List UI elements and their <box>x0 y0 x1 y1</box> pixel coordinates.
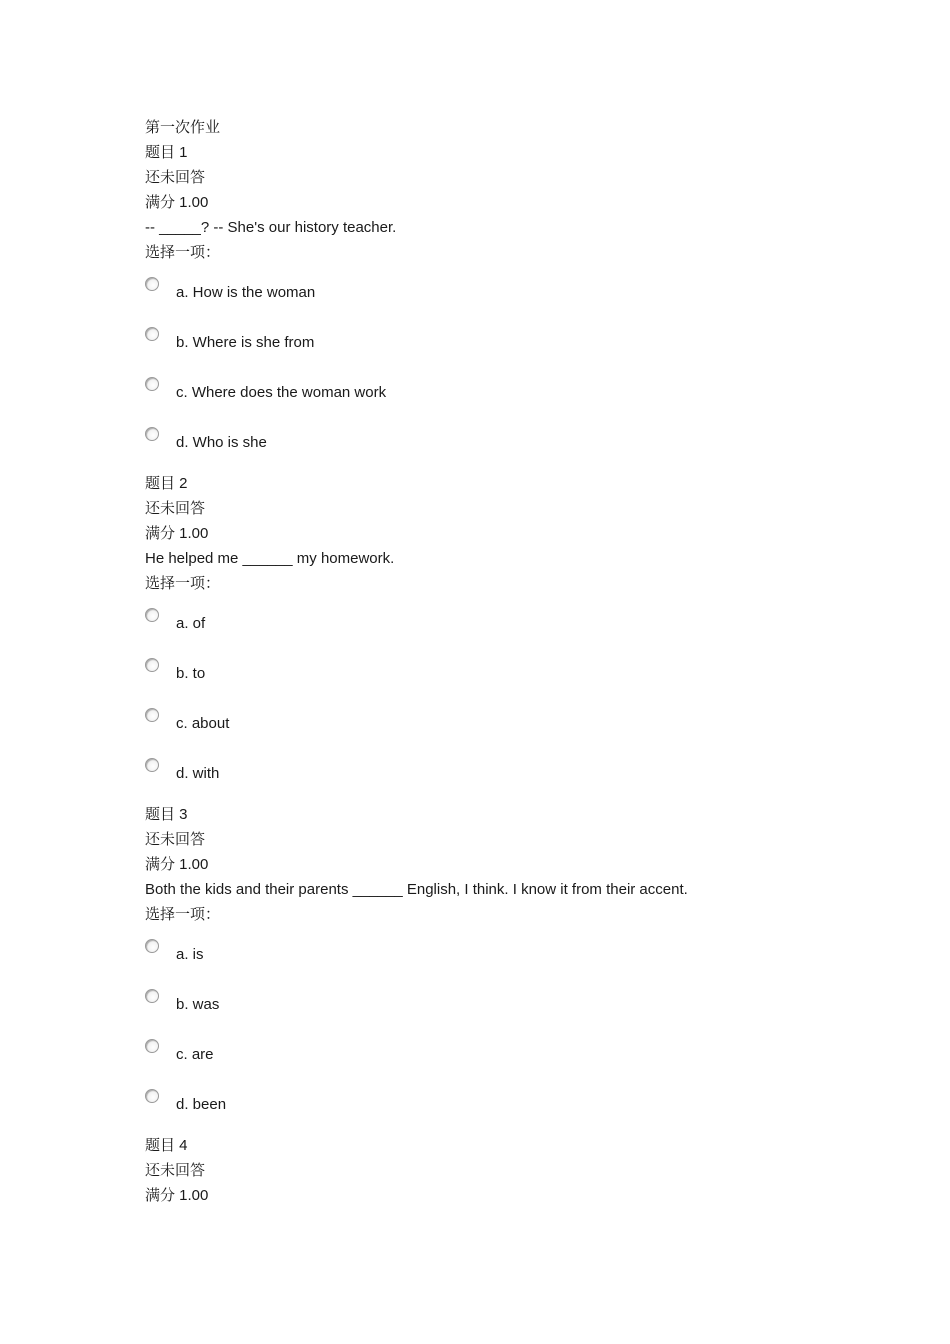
option-d[interactable] <box>145 419 865 469</box>
option-d[interactable] <box>145 750 865 800</box>
option-a[interactable] <box>145 269 865 319</box>
question-score: 满分 1.00 <box>145 856 209 873</box>
question-status: 还未回答 <box>145 500 206 517</box>
option-label[interactable]: c. are <box>176 1046 214 1063</box>
question-3 <box>145 802 865 1131</box>
page-title: 第一次作业 <box>145 119 221 136</box>
question-prompt: 选择一项： <box>145 575 221 592</box>
option-list <box>145 269 865 469</box>
question-status: 还未回答 <box>145 1162 206 1179</box>
radio-button[interactable] <box>145 377 159 391</box>
question-4 <box>145 1133 865 1208</box>
option-label[interactable]: b. Where is she from <box>176 334 315 351</box>
question-text: Both the kids and their parents ______ English, I think. I know it from their accent. <box>145 881 688 898</box>
option-list <box>145 931 865 1131</box>
question-prompt: 选择一项： <box>145 244 221 261</box>
question-1 <box>145 140 865 469</box>
question-text: -- _____? -- She's our history teacher. <box>145 219 397 236</box>
option-label[interactable]: d. with <box>176 765 220 782</box>
question-number: 题目 3 <box>145 806 188 823</box>
option-label[interactable]: a. is <box>176 946 204 963</box>
radio-button[interactable] <box>145 427 159 441</box>
question-score: 满分 1.00 <box>145 525 209 542</box>
option-c[interactable] <box>145 700 865 750</box>
radio-button[interactable] <box>145 608 159 622</box>
question-prompt: 选择一项： <box>145 906 221 923</box>
question-number: 题目 2 <box>145 475 188 492</box>
option-label[interactable]: a. of <box>176 615 206 632</box>
question-text: He helped me ______ my homework. <box>145 550 395 567</box>
question-score: 满分 1.00 <box>145 1187 209 1204</box>
radio-button[interactable] <box>145 277 159 291</box>
radio-button[interactable] <box>145 989 159 1003</box>
option-label[interactable]: d. Who is she <box>176 434 267 451</box>
option-b[interactable] <box>145 650 865 700</box>
radio-button[interactable] <box>145 758 159 772</box>
option-list <box>145 600 865 800</box>
question-2 <box>145 471 865 800</box>
radio-button[interactable] <box>145 658 159 672</box>
option-label[interactable]: d. been <box>176 1096 227 1113</box>
radio-button[interactable] <box>145 327 159 341</box>
option-label[interactable]: b. was <box>176 996 220 1013</box>
radio-button[interactable] <box>145 1039 159 1053</box>
question-status: 还未回答 <box>145 831 206 848</box>
question-number: 题目 4 <box>145 1137 188 1154</box>
option-c[interactable] <box>145 369 865 419</box>
option-a[interactable] <box>145 600 865 650</box>
assignment-page <box>145 115 865 1208</box>
option-c[interactable] <box>145 1031 865 1081</box>
option-a[interactable] <box>145 931 865 981</box>
question-score: 满分 1.00 <box>145 194 209 211</box>
option-label[interactable]: b. to <box>176 665 206 682</box>
option-b[interactable] <box>145 319 865 369</box>
option-d[interactable] <box>145 1081 865 1131</box>
radio-button[interactable] <box>145 1089 159 1103</box>
option-label[interactable]: a. How is the woman <box>176 284 316 301</box>
option-b[interactable] <box>145 981 865 1031</box>
radio-button[interactable] <box>145 708 159 722</box>
option-label[interactable]: c. Where does the woman work <box>176 384 387 401</box>
radio-button[interactable] <box>145 939 159 953</box>
question-number: 题目 1 <box>145 144 188 161</box>
question-status: 还未回答 <box>145 169 206 186</box>
option-label[interactable]: c. about <box>176 715 230 732</box>
